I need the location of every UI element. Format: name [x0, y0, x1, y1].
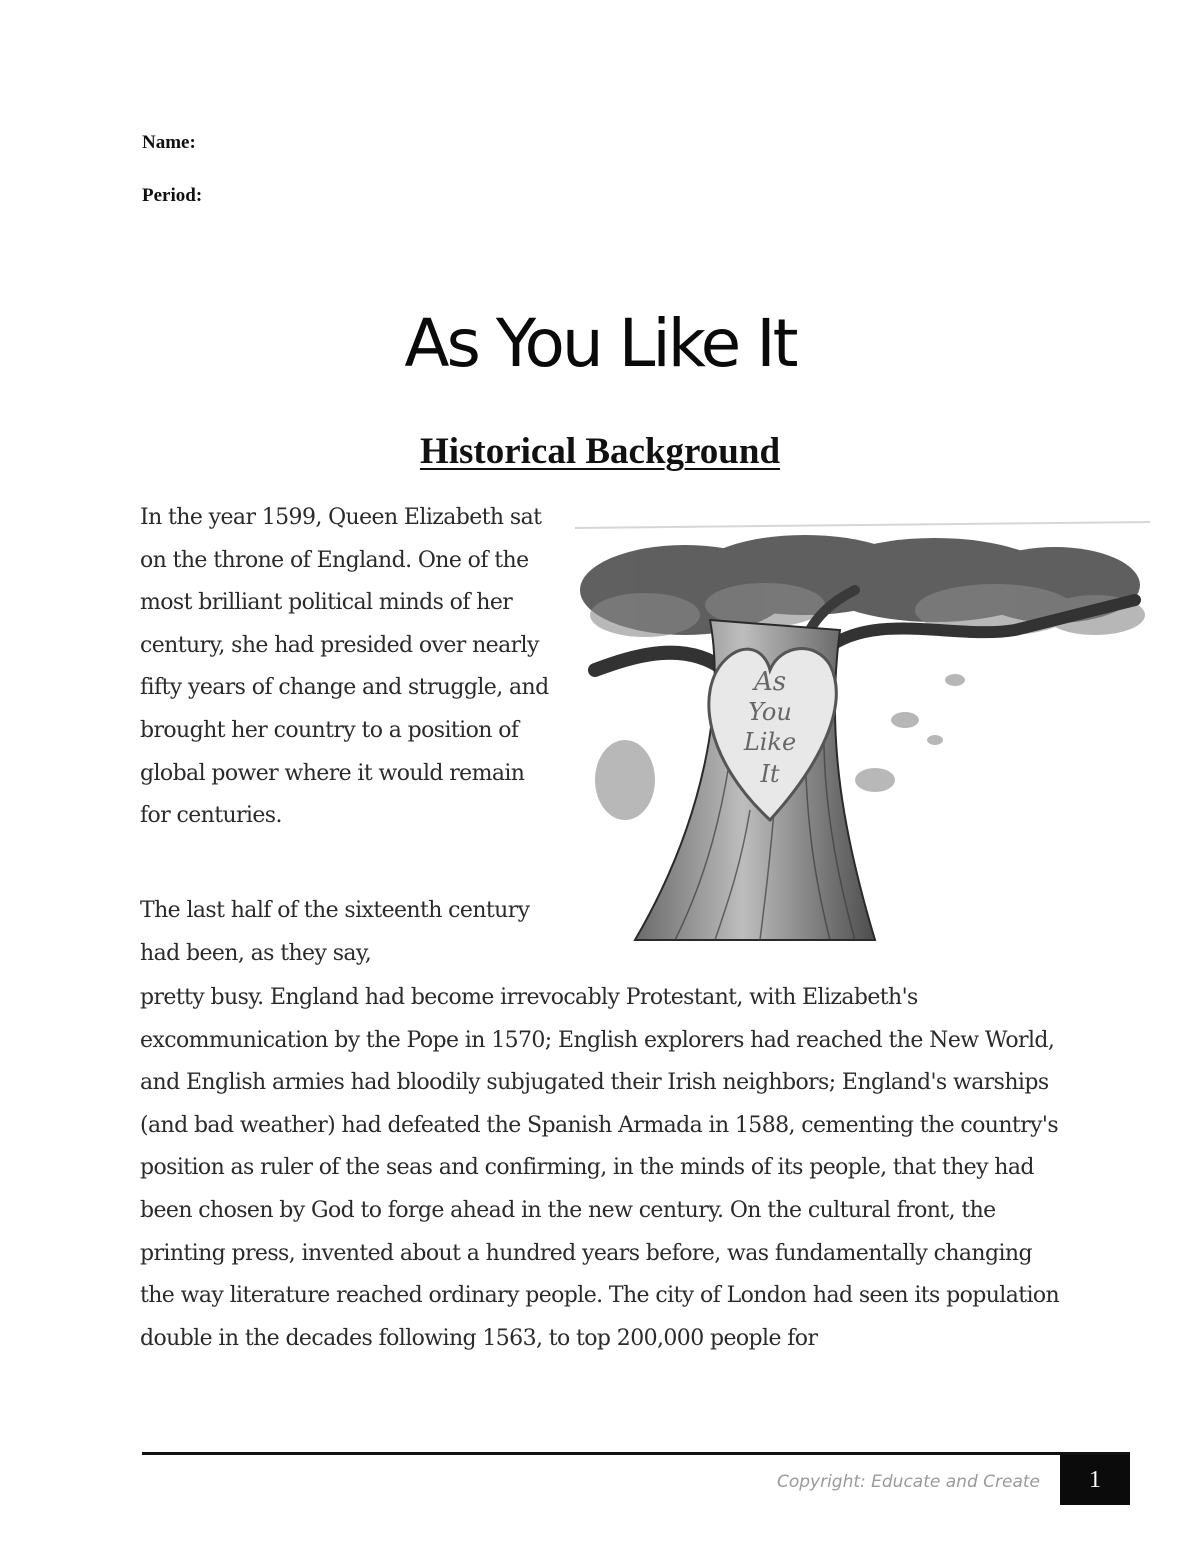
svg-text:You: You — [748, 698, 792, 726]
tree-with-carved-heart-illustration — [575, 520, 1150, 950]
paragraph-two-start: The last half of the sixteenth century had been, as they say, — [140, 898, 530, 966]
name-label: Name: — [142, 132, 196, 153]
carved-heart-text: As — [753, 667, 787, 697]
section-heading — [0, 430, 1200, 473]
paragraph-one: In the year 1599, Queen Elizabeth sat on the throne of England. One of the most brilliant political minds of her century, she had presided over nearly fifty years of change and struggle, and brought her country to a position of global power where it would remain for centuries. — [140, 505, 549, 829]
footer-rule — [142, 1452, 1130, 1455]
section-heading-text: Historical Background — [419, 431, 781, 472]
copyright-text: Copyright: Educate and Create — [776, 1472, 1040, 1492]
paragraph-two-rest: pretty busy. England had become irrevocably Protestant, with Elizabeth's excommunication by the Pope in 1570; English explorers had reached the New World, and English armies had bloodily subjugated their Irish neighbors; England's warships (and bad weather) had defeated the Spanish Armada in 1588, cementing the country's position as ruler of the seas and confirming, in the minds of its people, that they had been chosen by God to forge ahead in the new century. On the cultural front, the printing press, invented about a hundred years before, was fundamentally changing the way literature reached ordinary people. The city of London had seen its population double in the decades following 1563, to top 200,000 people for — [140, 985, 1060, 1351]
page-number: 1 — [1060, 1455, 1130, 1505]
svg-text:Like: Like — [743, 728, 797, 756]
svg-text:It: It — [760, 760, 780, 788]
page-title: As You Like It — [404, 305, 796, 382]
period-label: Period: — [142, 185, 203, 206]
